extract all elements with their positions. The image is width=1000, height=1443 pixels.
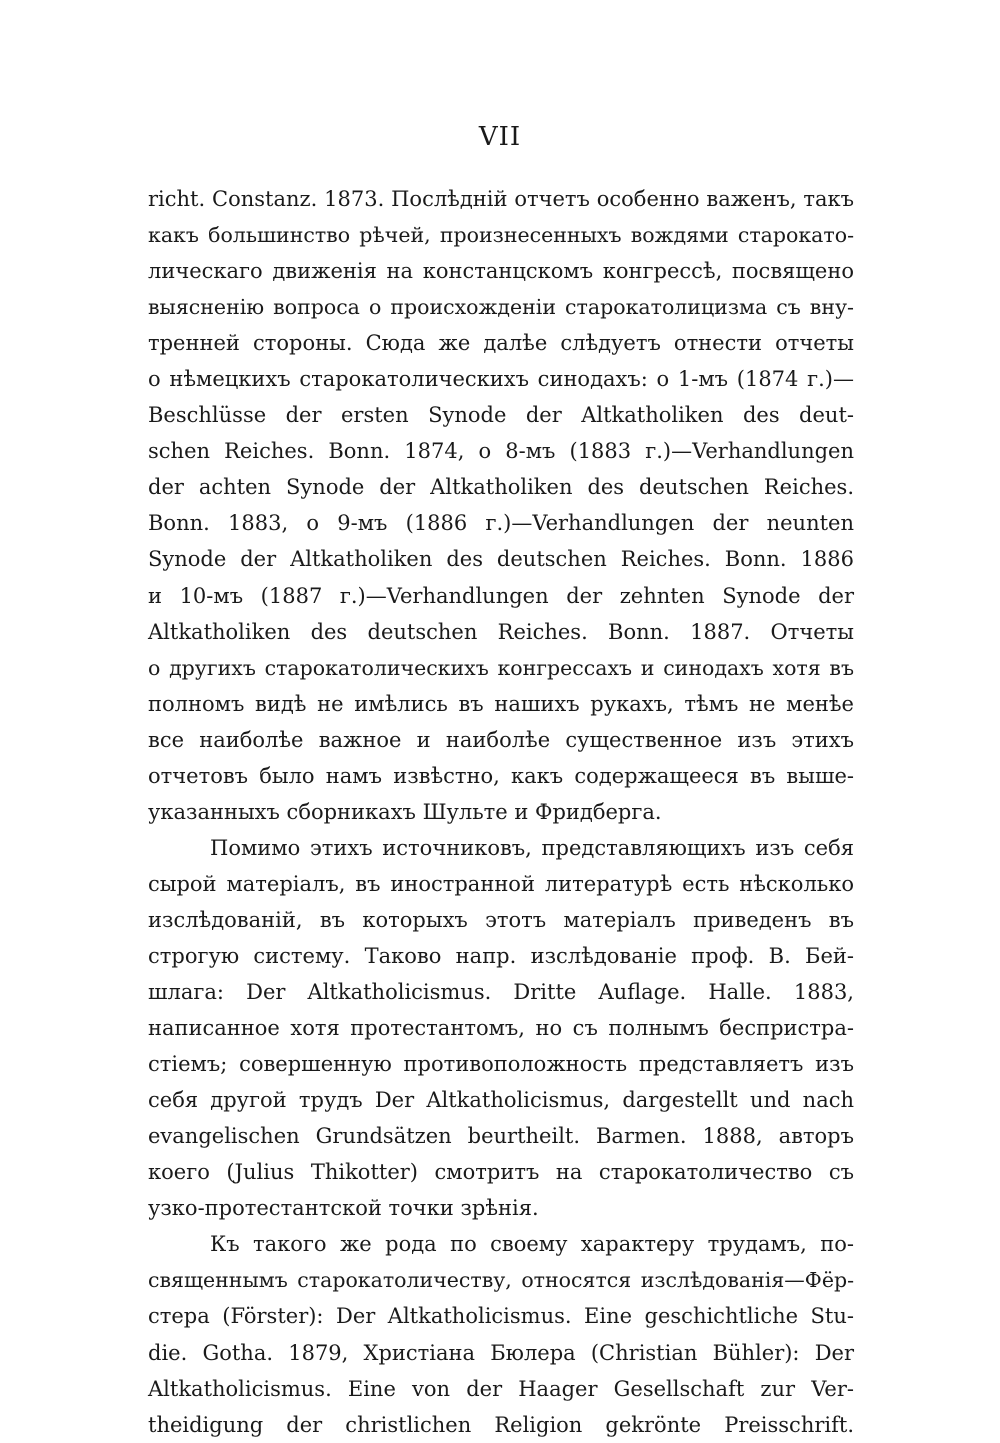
- text-line: указанныхъ сборникахъ Шульте и Фридберга.: [148, 799, 662, 824]
- page-number: VII: [478, 122, 522, 152]
- text-line: Synode der Altkatholiken des deutschen Reiches. Bonn. 1886: [148, 547, 854, 572]
- text-line: Bonn. 1883, о 9-мъ (1886 г.)—Verhandlungen der neunten: [148, 511, 854, 536]
- text-line: коего (Julius Thikotter) смотритъ на старокатоличество съ: [148, 1160, 854, 1185]
- paragraph-first-line: Къ такого же рода по своему характеру трудамъ, по-: [210, 1232, 854, 1257]
- paragraph-first-line: Помимо этихъ источниковъ, представляющихъ изъ себя: [210, 835, 854, 860]
- text-line: написанное хотя протестантомъ, но съ полнымъ беспристра-: [148, 1016, 854, 1041]
- body-text: [148, 181, 854, 1443]
- text-line: и 10-мъ (1887 г.)—Verhandlungen der zehnten Synode der: [148, 583, 854, 608]
- text-line: себя другой трудъ Der Altkatholicismus, dargestellt und nach: [148, 1088, 854, 1113]
- text-line: schen Reiches. Bonn. 1874, о 8-мъ (1883 г.)—Verhandlungen: [148, 439, 854, 464]
- text-line: все наиболѣе важное и наиболѣе существенное изъ этихъ: [148, 727, 854, 752]
- text-line: узко-протестантской точки зрѣнія.: [148, 1196, 539, 1221]
- text-line: священнымъ старокатоличеству, относятся изслѣдованія—Фёр-: [148, 1268, 854, 1293]
- text-line: richt. Constanz. 1873. Послѣдній отчетъ особенно важенъ, такъ: [148, 187, 854, 211]
- text-line: полномъ видѣ не имѣлись въ нашихъ рукахъ, тѣмъ не менѣе: [148, 691, 854, 716]
- text-line: тренней стороны. Сюда же далѣе слѣдуетъ отнести отчеты: [148, 331, 854, 356]
- text-line: изслѣдованій, въ которыхъ этотъ матеріалъ приведенъ въ: [148, 907, 854, 932]
- text-line: evangelischen Grundsätzen beurtheilt. Barmen. 1888, авторъ: [148, 1124, 854, 1149]
- text-line: Beschlüsse der ersten Synode der Altkatholiken des deut-: [148, 403, 854, 428]
- text-line: Altkatholiken des deutschen Reiches. Bonn. 1887. Отчеты: [148, 619, 854, 644]
- text-line: шлага: Der Altkatholicismus. Dritte Auflage. Halle. 1883,: [148, 980, 854, 1005]
- text-line: о нѣмецкихъ старокатолическихъ синодахъ: о 1-мъ (1874 г.)—: [148, 367, 854, 392]
- text-line: строгую систему. Таково напр. изслѣдованіе проф. В. Бей-: [148, 943, 854, 968]
- text-line: theidigung der christlichen Religion gekrönte Preisschrift.: [148, 1412, 854, 1437]
- text-line: выясненію вопроса о происхожденіи старокатолицизма съ вну-: [148, 295, 854, 320]
- text-line: отчетовъ было намъ извѣстно, какъ содержащееся въ выше-: [148, 763, 854, 788]
- text-line: стіемъ; совершенную противоположность представляетъ изъ: [148, 1052, 854, 1077]
- text-line: какъ большинство рѣчей, произнесенныхъ вождями старокато-: [148, 223, 854, 248]
- text-line: о другихъ старокатолическихъ конгрессахъ и синодахъ хотя въ: [148, 655, 854, 680]
- text-line: der achten Synode der Altkatholiken des deutschen Reiches.: [148, 475, 854, 500]
- text-line: лическаго движенія на констанцскомъ конгрессѣ, посвящено: [148, 259, 854, 284]
- text-line: стера (Förster): Der Altkatholicismus. Eine geschichtliche Stu-: [148, 1304, 854, 1329]
- text-line: die. Gotha. 1879, Христіана Бюлера (Christian Bühler): Der: [148, 1340, 854, 1365]
- text-line: Altkatholicismus. Eine von der Haager Gesellschaft zur Ver-: [148, 1376, 854, 1401]
- text-line: сырой матеріалъ, въ иностранной литературѣ есть нѣсколько: [148, 871, 854, 896]
